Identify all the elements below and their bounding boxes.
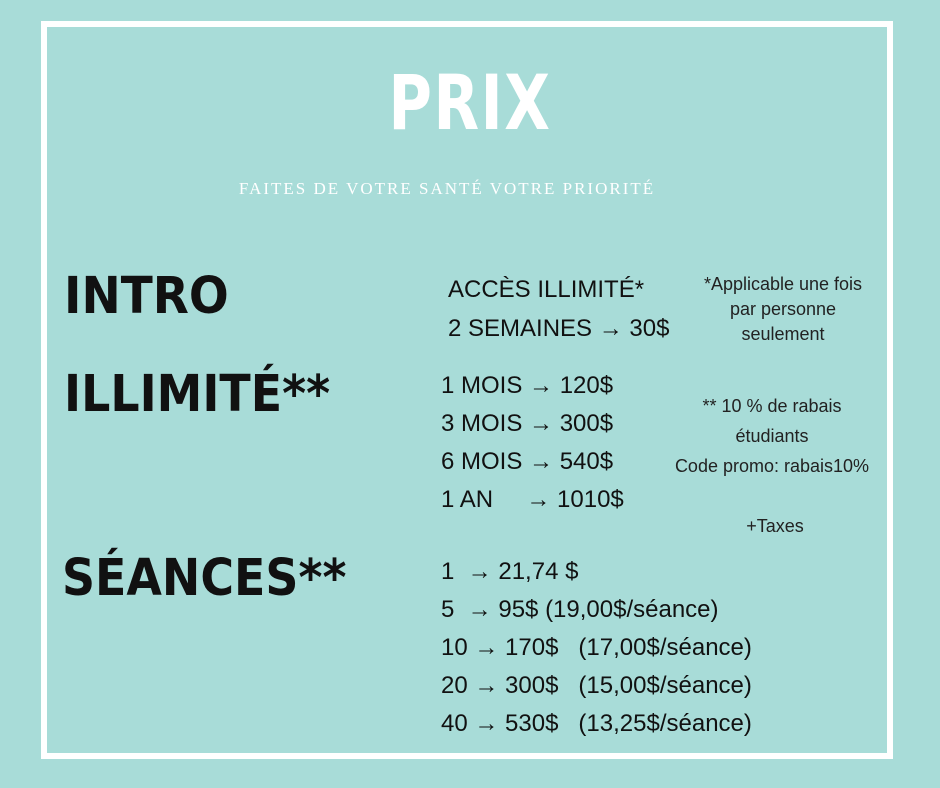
- seances-heading: SÉANCES**: [62, 549, 347, 608]
- intro-note-line: seulement: [741, 324, 825, 344]
- illimite-note-line: ** 10 % de rabais: [702, 396, 842, 416]
- page-title: PRIX: [388, 58, 552, 147]
- illimite-price-line: 6 MOIS → 540$: [441, 448, 614, 475]
- seances-price-line: 10 → 170$ (17,00$/séance): [441, 634, 752, 661]
- illimite-price-line: 1 MOIS → 120$: [441, 372, 614, 399]
- page-subtitle: FAITES DE VOTRE SANTÉ VOTRE PRIORITÉ: [238, 179, 656, 198]
- illimite-price-line: 3 MOIS → 300$: [441, 410, 614, 437]
- seances-price-line: 5 → 95$ (19,00$/séance): [441, 596, 719, 623]
- intro-heading: INTRO: [64, 267, 229, 326]
- seances-price-line: 40 → 530$ (13,25$/séance): [441, 710, 752, 737]
- intro-price-line: ACCÈS ILLIMITÉ*: [448, 276, 645, 303]
- illimite-note-line: étudiants: [735, 426, 809, 446]
- intro-price-line: 2 SEMAINES → 30$: [448, 315, 670, 342]
- intro-note-line: *Applicable une fois: [703, 274, 863, 294]
- seances-price-line: 1 → 21,74 $: [441, 558, 579, 585]
- illimite-heading: ILLIMITÉ**: [64, 365, 331, 424]
- illimite-price-line: 1 AN → 1010$: [441, 486, 624, 513]
- taxes-note: +Taxes: [746, 516, 804, 536]
- illimite-note-line: Code promo: rabais10%: [674, 456, 870, 476]
- seances-price-line: 20 → 300$ (15,00$/séance): [441, 672, 752, 699]
- intro-note-line: par personne: [729, 299, 837, 319]
